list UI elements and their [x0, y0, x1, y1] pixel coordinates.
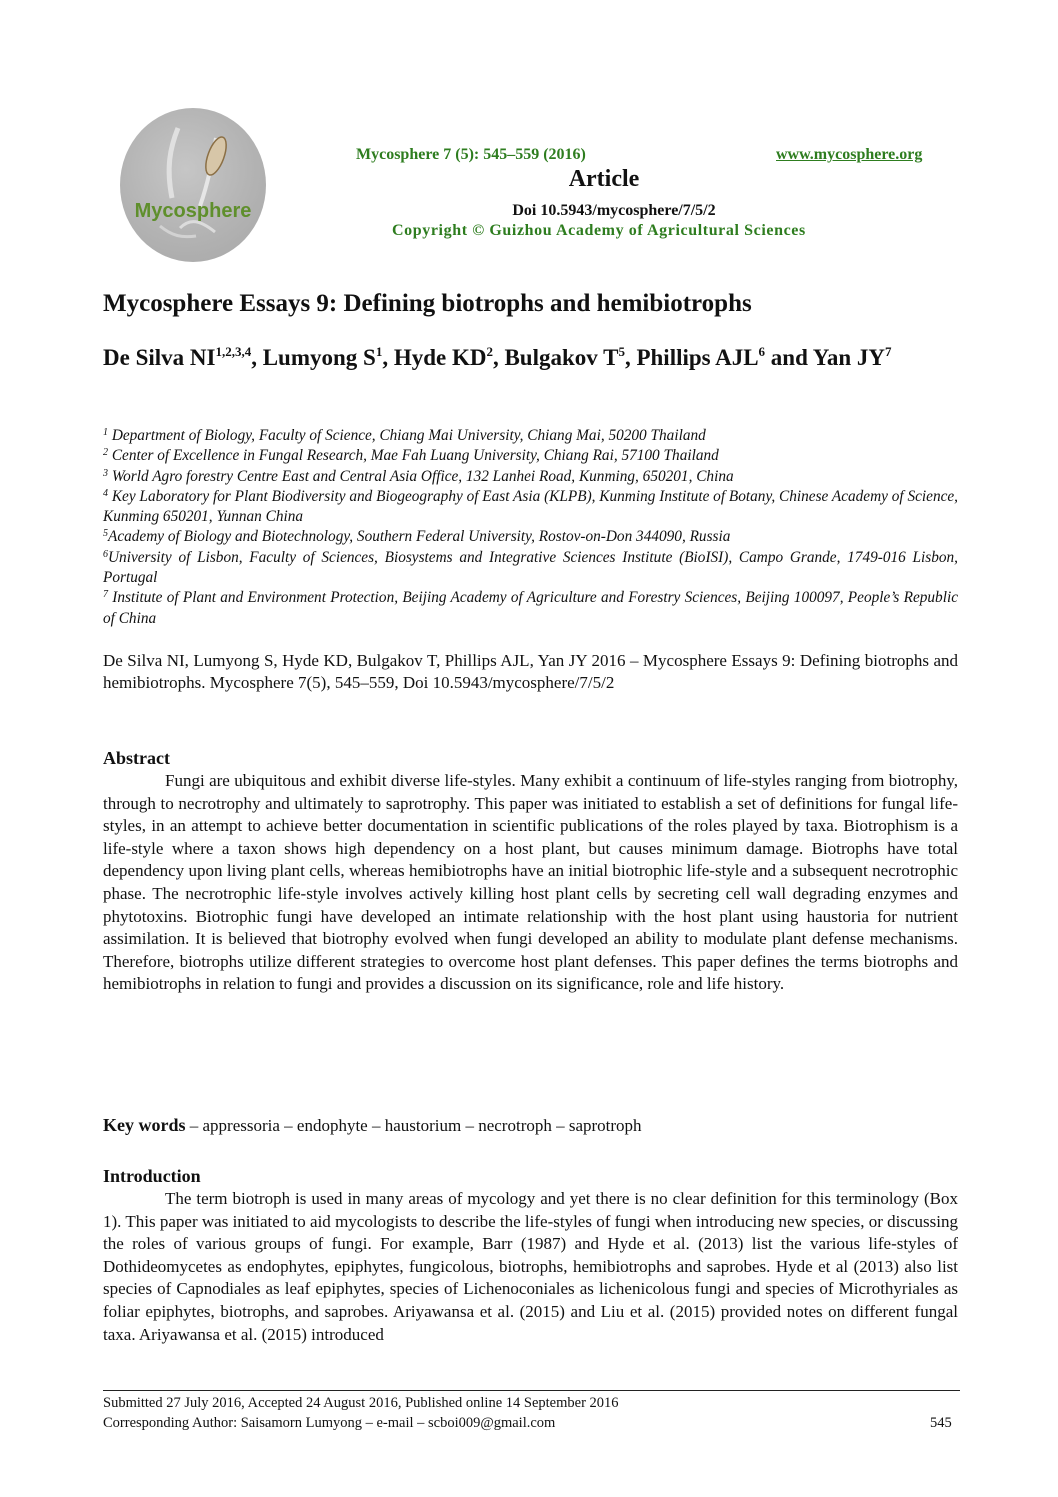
- keywords-text: – appressoria – endophyte – haustorium – necrotroph – saprotroph: [185, 1116, 642, 1135]
- affiliation-number: 6: [103, 548, 108, 560]
- affiliation-number: 3: [103, 467, 108, 479]
- author-affiliation-marker: 6: [758, 344, 766, 359]
- affiliation-text: World Agro forestry Centre East and Central Asia Office, 132 Lanhei Road, Kunming, 650201, China: [108, 467, 734, 485]
- affiliation-text: Institute of Plant and Environment Protection, Beijing Academy of Agriculture and Forestry Sciences, Beijing 100097, People’s Republic of China: [103, 589, 958, 627]
- footer-divider: [103, 1390, 960, 1391]
- author-affiliation-marker: 2: [486, 344, 493, 359]
- affiliation-text: Center of Excellence in Fungal Research, Mae Fah Luang University, Chiang Rai, 57100 Thailand: [108, 447, 719, 465]
- affiliation-item: [103, 487, 958, 528]
- author-separator: ,: [492, 345, 505, 370]
- affiliation-text: Department of Biology, Faculty of Science, Chiang Mai University, Chiang Mai, 50200 Thailand: [108, 427, 706, 444]
- affiliation-text: University of Lisbon, Faculty of Sciences, Biosystems and Integrative Sciences Institute (BioISI), Campo Grande, 1749-016 Lisbon, Portugal: [103, 548, 958, 587]
- author-separator: ,: [251, 345, 263, 370]
- affiliation-number: 5: [103, 528, 108, 540]
- copyright: Copyright © Guizhou Academy of Agricultural Sciences: [392, 222, 806, 239]
- author-affiliation-marker: 1: [375, 344, 383, 359]
- affiliation-text: Academy of Biology and Biotechnology, Southern Federal University, Rostov-on-Don 344090, Russia: [108, 528, 731, 546]
- introduction-body: [103, 1188, 958, 1388]
- author-affiliation-marker: 5: [618, 344, 625, 359]
- paper-title: Mycosphere Essays 9: Defining biotrophs and hemibiotrophs: [103, 290, 752, 317]
- author-separator: ,: [624, 345, 637, 370]
- affiliation-number: 2: [103, 447, 108, 459]
- affiliation-text: Key Laboratory for Plant Biodiversity and Biogeography of East Asia (KLPB), Kunming Institute of Botany, Chinese Academy of Science, Kunming 650201, Yunnan China: [103, 487, 959, 526]
- journal-url-link[interactable]: www.mycosphere.org: [776, 146, 923, 163]
- affiliation-list: [103, 426, 958, 629]
- author-name: Bulgakov T: [504, 345, 619, 370]
- author-name: Yan JY: [812, 345, 885, 370]
- introduction-paragraph: The term biotroph is used in many areas of mycology and yet there is no clear definition for this terminology (Box 1). This paper was initiated to aid mycologists to describe the life-styles of fungi when introducing new species, or discussing the roles of various groups of fungi. For example, Barr (1987) and Hyde et al. (2013) list the various life-styles of Dothideomycetes as endophytes, epiphytes, fungicolous, biotrophs, hemibiotrophs and saprobes. Hyde et al (2013) also list species of Capnodiales as leaf epiphytes, species of Lichenoconiales as lichenicolous fungi and species of Microthyriales as foliar epiphytes, biotrophs, and saprobes. Ariyawansa et al. (2015) and Liu et al. (2015) provided notes on different fungal taxa. Ariyawansa et al. (2015) introduced: [103, 1189, 958, 1344]
- article-type: Article: [568, 166, 640, 192]
- abstract-heading: Abstract: [103, 748, 170, 768]
- journal-reference: Mycosphere 7 (5): 545–559 (2016): [356, 146, 586, 163]
- affiliation-number: 4: [103, 487, 108, 499]
- abstract-body: [103, 770, 958, 996]
- affiliation-number: 7: [103, 589, 108, 601]
- author-affiliation-marker: 7: [885, 344, 892, 359]
- citation: De Silva NI, Lumyong S, Hyde KD, Bulgakov T, Phillips AJL, Yan JY 2016 – Mycosphere Essays 9: Defining biotrophs and hemibiotrophs. Mycosphere 7(5), 545–559, Doi 10.5943/mycosphere/7/5/2: [103, 651, 958, 693]
- author-name: De Silva NI: [103, 345, 216, 370]
- submission-dates: Submitted 27 July 2016, Accepted 24 August 2016, Published online 14 September 2016: [103, 1395, 619, 1411]
- keywords: [103, 1115, 642, 1136]
- affiliation-item: [103, 548, 958, 589]
- logo-text: Mycosphere: [134, 200, 252, 222]
- page-number: 545: [930, 1415, 952, 1431]
- affiliation-item: [103, 467, 958, 487]
- abstract-paragraph: Fungi are ubiquitous and exhibit diverse life-styles. Many exhibit a continuum of life-styles ranging from biotrophy, through to necrotrophy and ultimately to saprotrophy. This paper was initiated to establish a set of definitions for fungal life-styles, in an attempt to achieve better documentation in scientific publications of the roles played by taxa. Biotrophism is a life-style where a taxon shows high dependency on a host plant, but causes minimum damage. Biotrophs have total dependency upon living plant cells, whereas hemibiotrophs have an initial biotrophic life-style and a subsequent necrotrophic phase. The necrotrophic life-style involves actively killing host plant cells by secreting cell wall degrading enzymes and phytotoxins. Biotrophic fungi have developed an intimate relationship with the host plant using haustoria for nutrient assimilation. It is believed that biotrophy evolved when fungi developed an ability to modulate plant defense mechanisms. Therefore, biotrophs utilize different strategies to overcome host plant defenses. This paper defines the terms biotrophs and hemibiotrophs in relation to fungi and provides a discussion on its significance, role and life history.: [103, 771, 958, 994]
- author-affiliation-marker: 1,2,3,4: [215, 344, 252, 359]
- author-separator: ,: [382, 345, 394, 370]
- doi: Doi 10.5943/mycosphere/7/5/2: [512, 202, 716, 219]
- author-name: Phillips AJL: [636, 345, 759, 370]
- affiliation-item: [103, 426, 958, 446]
- introduction-heading: Introduction: [103, 1166, 201, 1186]
- author-name: Lumyong S: [262, 345, 376, 370]
- affiliation-item: [103, 588, 958, 629]
- keywords-label: Key words: [103, 1115, 186, 1135]
- corresponding-author: Corresponding Author: Saisamorn Lumyong – e-mail – scboi009@gmail.com: [103, 1415, 556, 1431]
- author-separator: and: [765, 345, 813, 370]
- affiliation-item: [103, 446, 958, 466]
- affiliation-number: 1: [103, 427, 108, 438]
- author-list: [103, 343, 958, 373]
- affiliation-item: [103, 527, 958, 547]
- author-name: Hyde KD: [393, 345, 487, 370]
